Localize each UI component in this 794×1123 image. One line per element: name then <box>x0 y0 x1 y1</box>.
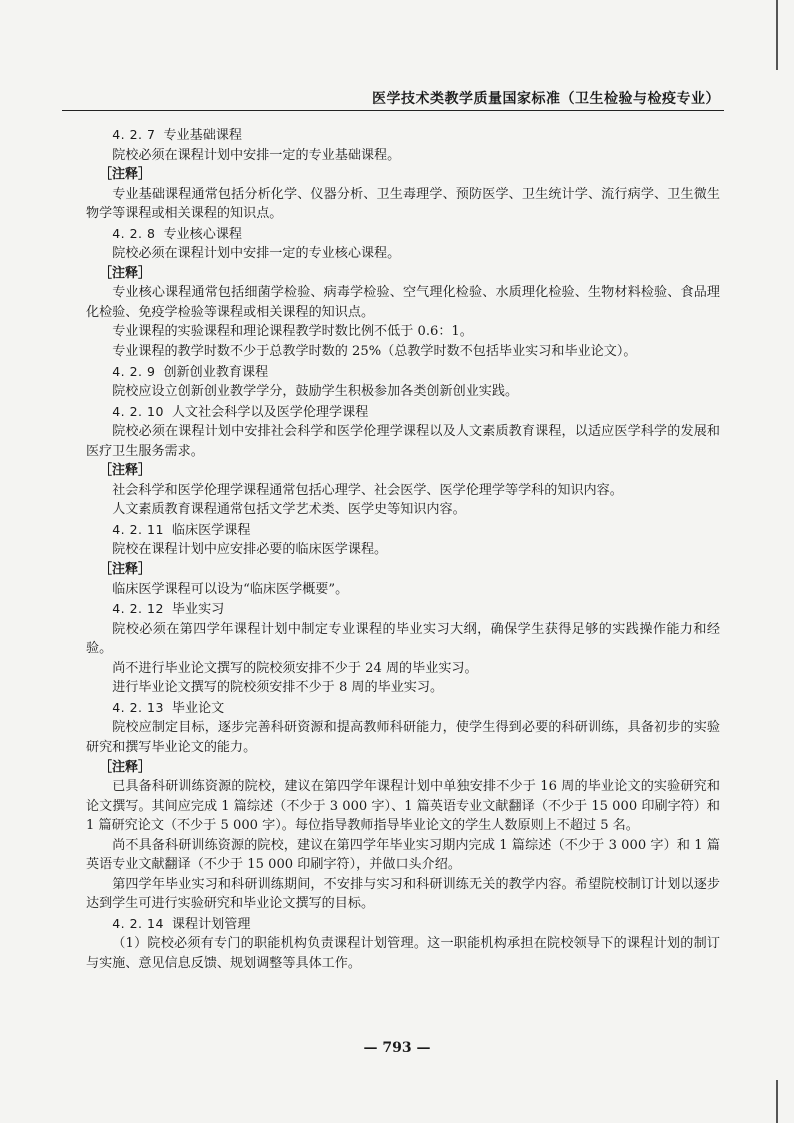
section-title: 毕业论文 <box>171 700 225 716</box>
paragraph: 院校必须在课程计划中安排一定的专业核心课程。 <box>112 246 401 262</box>
paragraph: 院校应制定目标，逐步完善科研资源和提高教师科研能力，使学生得到必要的科研训练，具备初步的实验研究和撰写毕业论文的能力。 <box>86 720 720 755</box>
paragraph: 专业课程的实验课程和理论课程教学时数比例不低于 0.6：1。 <box>112 324 473 340</box>
note-label: ［注释］ <box>99 562 152 578</box>
paragraph: 第四学年毕业实习和科研训练期间，不安排与实习和科研训练无关的教学内容。希望院校制订计划以逐步达到学生可进行实验研究和毕业论文撰写的目标。 <box>86 876 720 912</box>
section-number: 4. 2. 13 <box>112 699 164 715</box>
paragraph: 院校应设立创新创业教学学分，鼓励学生积极参加各类创新创业实践。 <box>112 384 519 400</box>
paragraph: 院校必须在课程计划中安排社会科学和医学伦理学课程以及人文素质教育课程，以适应医学科学的发展和医疗卫生服务需求。 <box>86 424 720 459</box>
section-number: 4. 2. 14 <box>112 915 164 931</box>
paragraph: 专业课程的教学时数不少于总教学时数的 25%（总教学时数不包括毕业实习和毕业论文）。 <box>112 344 637 360</box>
section-number: 4. 2. 10 <box>112 403 164 419</box>
paragraph: 社会科学和医学伦理学课程通常包括心理学、社会医学、医学伦理学等学科的知识内容。 <box>112 482 623 498</box>
paragraph: （1）院校必须有专门的职能机构负责课程计划管理。这一职能机构承担在院校领导下的课程计划的制订与实施、意见信息反馈、规划调整等具体工作。 <box>86 936 720 971</box>
section-title: 毕业实习 <box>171 602 225 618</box>
note-label: ［注释］ <box>99 265 152 281</box>
section-number: 4. 2. 7 <box>112 127 156 142</box>
section-heading <box>86 402 720 423</box>
section-heading <box>86 224 720 245</box>
section-title: 课程计划管理 <box>171 916 251 932</box>
paragraph: 院校必须在课程计划中安排一定的专业基础课程。 <box>112 147 401 163</box>
section-heading <box>86 125 720 146</box>
section-number: 4. 2. 11 <box>112 521 164 537</box>
paragraph: 专业基础课程通常包括分析化学、仪器分析、卫生毒理学、预防医学、卫生统计学、流行病学、卫生微生物学等课程或相关课程的知识点。 <box>86 186 720 222</box>
paragraph: 院校在课程计划中应安排必要的临床医学课程。 <box>112 542 388 558</box>
section-number: 4. 2. 8 <box>112 225 156 241</box>
paragraph: 尚不进行毕业论文撰写的院校须安排不少于 24 周的毕业实习。 <box>112 660 478 676</box>
paragraph: 已具备科研训练资源的院校，建议在第四学年课程计划中单独安排不少于 16 周的毕业论文的实验研究和论文撰写。其间应完成 1 篇综述（不少于 3 000 字）、1 篇英语专业文献翻译（不少于 15 000 印刷字符）和 1 篇研究论文（不少于 5 000 字）。每位指导教师指导毕业论文的学生人数原则上不超过 5 名。 <box>86 779 720 834</box>
header-rule <box>62 110 724 111</box>
paragraph: 尚不具备科研训练资源的院校，建议在第四学年毕业实习期内完成 1 篇综述（不少于 3 000 字）和 1 篇英语专业文献翻译（不少于 15 000 印刷字符），并做口头介绍。 <box>86 837 720 873</box>
note-label: ［注释］ <box>99 167 152 183</box>
section-heading <box>86 520 720 541</box>
paragraph: 进行毕业论文撰写的院校须安排不少于 8 周的毕业实习。 <box>112 680 444 696</box>
note-label: ［注释］ <box>99 463 152 479</box>
section-heading <box>86 599 720 620</box>
section-title: 人文社会科学以及医学伦理学课程 <box>171 404 369 420</box>
section-heading <box>86 698 720 719</box>
paragraph: 人文素质教育课程通常包括文学艺术类、医学史等知识内容。 <box>112 502 466 518</box>
paragraph: 专业核心课程通常包括细菌学检验、病毒学检验、空气理化检验、水质理化检验、生物材料检验、食品理化检验、免疫学检验等课程或相关课程的知识点。 <box>86 285 720 320</box>
section-title: 临床医学课程 <box>171 522 251 538</box>
paragraph: 院校必须在第四学年课程计划中制定专业课程的毕业实习大纲，确保学生获得足够的实践操作能力和经验。 <box>86 621 720 657</box>
section-title: 专业核心课程 <box>163 226 243 242</box>
section-number: 4. 2. 9 <box>112 363 156 379</box>
section-number: 4. 2. 12 <box>112 601 164 617</box>
section-title: 创新创业教育课程 <box>163 364 269 380</box>
scan-edge-top <box>776 0 778 70</box>
scan-edge-bottom <box>776 1080 778 1123</box>
paragraph: 临床医学课程可以设为“临床医学概要”。 <box>112 581 349 597</box>
page-header: 医学技术类教学质量国家标准（卫生检验与检疫专业） <box>372 91 720 107</box>
section-title: 专业基础课程 <box>163 128 243 143</box>
section-heading <box>86 362 720 383</box>
page-number: — 793 — <box>363 1040 431 1056</box>
page-body <box>86 125 720 974</box>
note-label: ［注释］ <box>99 759 152 775</box>
section-heading <box>86 914 720 935</box>
